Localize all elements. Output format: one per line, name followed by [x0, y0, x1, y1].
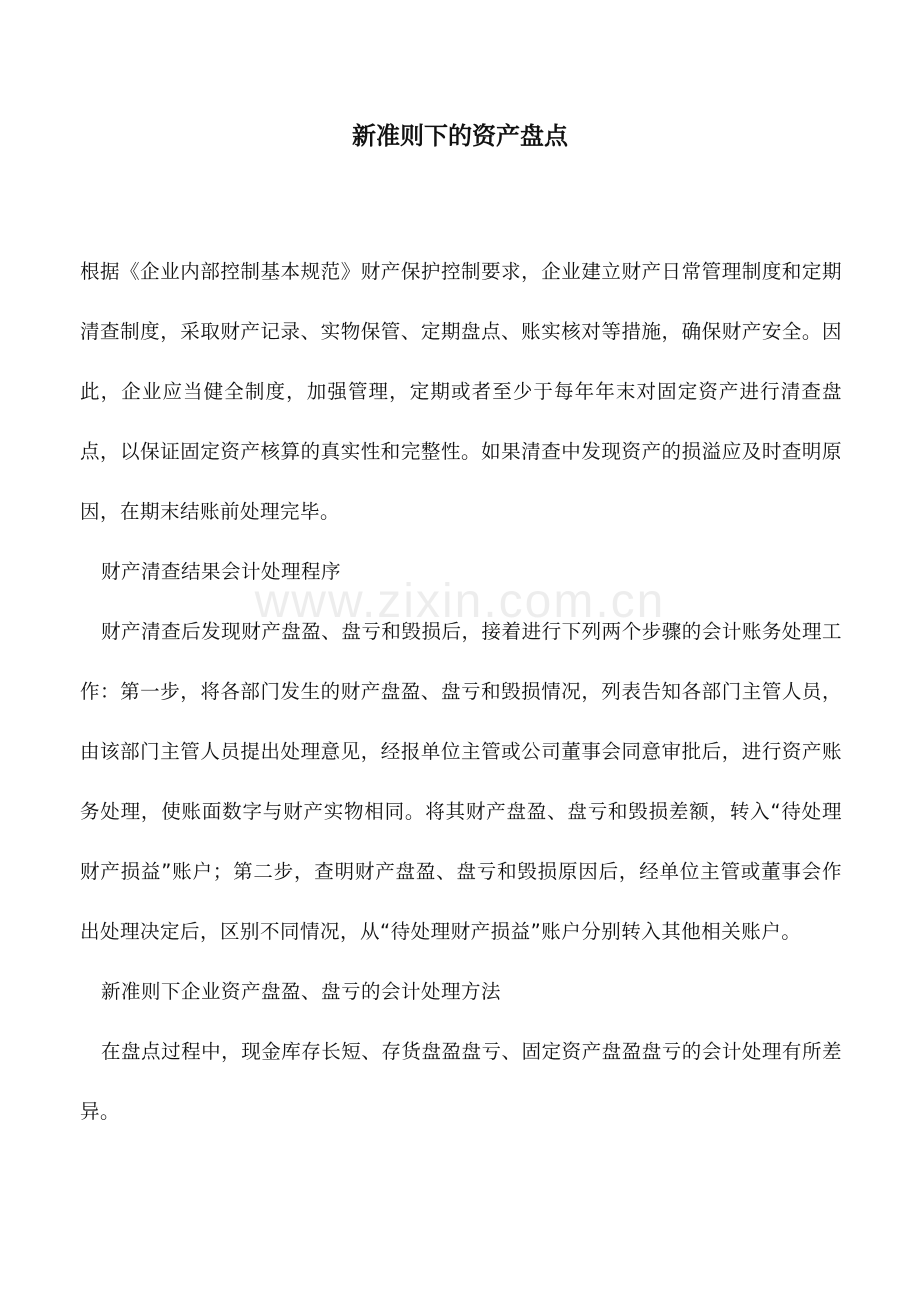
paragraph-intro: 根据《企业内部控制基本规范》财产保护控制要求，企业建立财产日常管理制度和定期清查制度，采取财产记录、实物保管、定期盘点、账实核对等措施，确保财产安全。因此，企业应当健全制度，加强管理，定期或者至少于每年年末对固定资产进行清查盘点，以保证固定资产核算的真实性和完整性。如果清查中发现资产的损溢应及时查明原因，在期末结账前处理完毕。 [80, 260, 842, 523]
paragraph-procedure: 财产清查后发现财产盘盈、盘亏和毁损后，接着进行下列两个步骤的会计账务处理工作：第一步，将各部门发生的财产盘盈、盘亏和毁损情况，列表告知各部门主管人员，由该部门主管人员提出处理意见，经报单位主管或公司董事会同意审批后，进行资产账务处理，使账面数字与财产实物相同。将其财产盘盈、盘亏和毁损差额，转入“待处理财产损益”账户；第二步，查明财产盘盈、盘亏和毁损原因后，经单位主管或董事会作出处理决定后，区别不同情况，从“待处理财产损益”账户分别转入其他相关账户。 [80, 620, 842, 943]
section-heading-procedure: 财产清查结果会计处理程序 [101, 560, 342, 583]
document-title: 新准则下的资产盘点 [352, 122, 568, 150]
watermark: www.zixin.com.cn [254, 575, 666, 628]
section-heading-methods: 新准则下企业资产盘盈、盘亏的会计处理方法 [101, 980, 502, 1003]
document-body [80, 242, 842, 1142]
paragraph-methods: 在盘点过程中，现金库存长短、存货盘盈盘亏、固定资产盘盈盘亏的会计处理有所差异。 [80, 1040, 842, 1123]
